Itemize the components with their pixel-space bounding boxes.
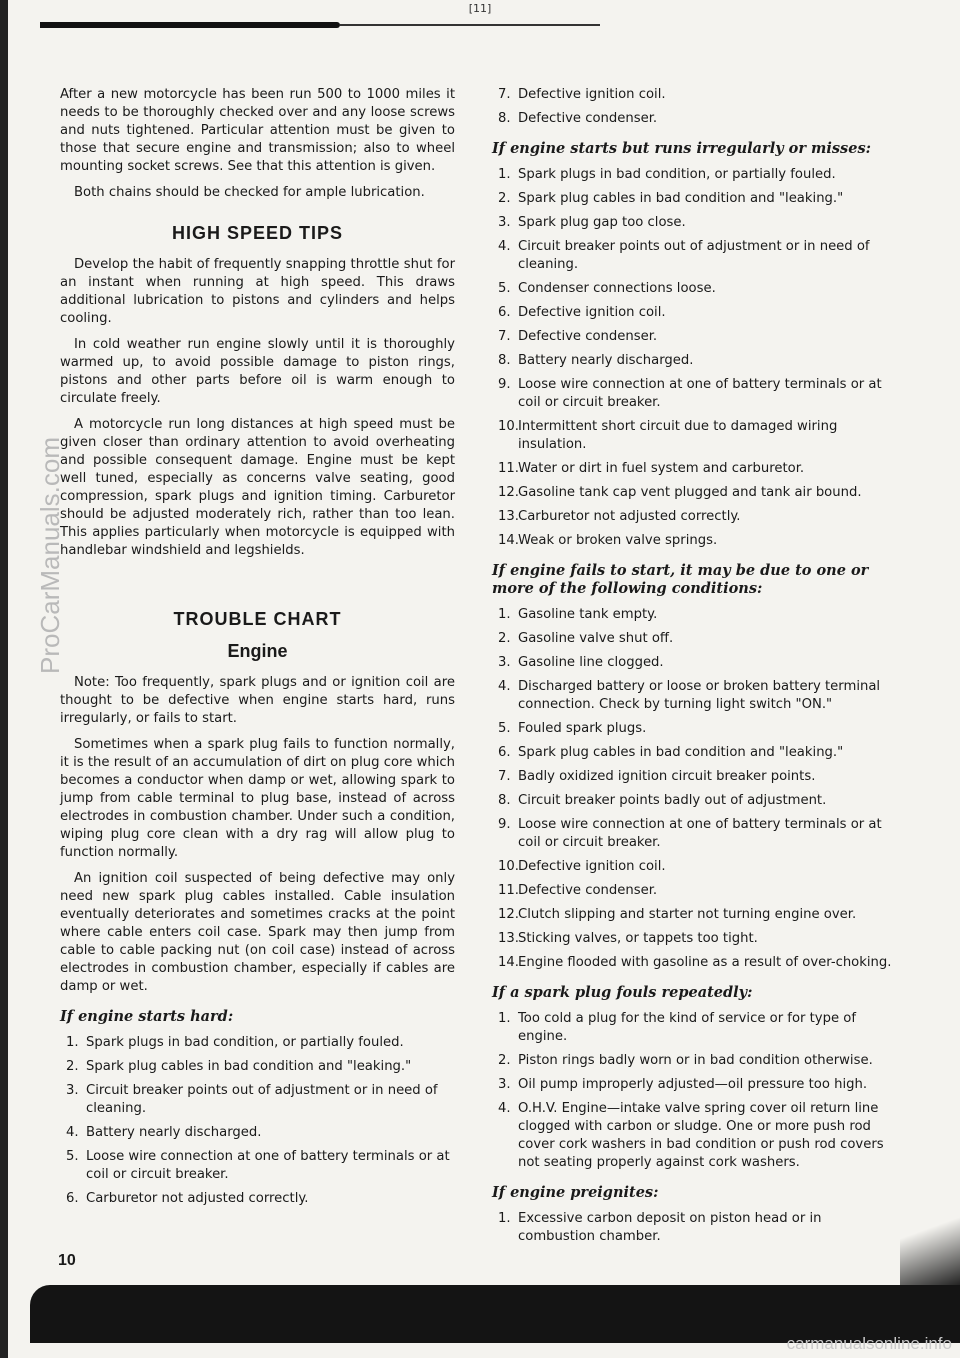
list-item (492, 654, 900, 672)
heading-runs-irregularly: If engine starts but runs irregularly or misses: (492, 140, 871, 157)
list-item-text: Too cold a plug for the kind of service or for type of engine. (518, 1011, 856, 1044)
right-column (492, 86, 900, 1252)
list-item-number: 2. (66, 1059, 79, 1074)
note-paragraph: Note: Too frequently, spark plugs and or ignition coil are thought to be defective when engine starts hard, runs irregularly, or fails to start. (60, 675, 455, 726)
list-item-number: 4. (498, 239, 511, 254)
page-number: 10 (58, 1252, 76, 1269)
list-item-text: Battery nearly discharged. (86, 1125, 262, 1140)
list-item-text: Excessive carbon deposit on piston head or in combustion chamber. (518, 1211, 822, 1244)
list-item (492, 630, 900, 648)
scan-left-edge (0, 0, 8, 1358)
list-item (492, 86, 900, 104)
list-starts-hard (60, 1034, 455, 1208)
list-item (492, 1076, 900, 1094)
list-item (492, 328, 900, 346)
high-speed-paragraph-2: In cold weather run engine slowly until it is thoroughly warmed up, to avoid possible damage to piston rings, pistons and other parts before oil is warm enough to circulate freely. (60, 337, 455, 406)
list-item-text: Carburetor not adjusted correctly. (518, 509, 741, 524)
list-item-number: 11. (498, 883, 519, 898)
list-item (492, 744, 900, 762)
list-item-text: Sticking valves, or tappets too tight. (518, 931, 758, 946)
list-item (492, 460, 900, 478)
list-item-text: Loose wire connection at one of battery terminals or at coil or circuit breaker. (518, 817, 882, 850)
list-item-text: Gasoline valve shut off. (518, 631, 674, 646)
list-item (492, 418, 900, 454)
list-item-number: 9. (498, 817, 511, 832)
list-item (492, 214, 900, 232)
list-item-number: 3. (498, 215, 511, 230)
list-item-text: Battery nearly discharged. (518, 353, 694, 368)
list-item (60, 1148, 455, 1184)
list-plug-fouls (492, 1010, 900, 1172)
list-item-text: Spark plugs in bad condition, or partially fouled. (86, 1035, 404, 1050)
list-item-text: Spark plug gap too close. (518, 215, 686, 230)
list-item-text: O.H.V. Engine—intake valve spring cover oil return line clogged with carbon or sludge. One or more push rod cover cork washers in bad condition or push rod covers not seating properly against cork washers. (518, 1101, 884, 1170)
list-item-text: Fouled spark plugs. (518, 721, 647, 736)
list-item-text: Defective ignition coil. (518, 305, 666, 320)
coil-paragraph: An ignition coil suspected of being defective may only need new spark plug cables installed. Cable insulation eventually deteriorates and sometimes cracks at the point where cable enters coil case. Spark may then jump from cable to cable packing nut (on coil case) instead of across electrodes in combustion chamber, especially if cables are damp or wet. (60, 871, 455, 994)
sometimes-paragraph: Sometimes when a spark plug fails to function normally, it is the result of an accumulation of dirt on plug core which becomes a conductor when damp or wet, allowing spark to jump from cable terminal to plug base, instead of across electrodes in combustion chamber. Under such a condition, wiping plug core clean with a dry rag will allow plug to function normally. (60, 737, 455, 860)
list-item-text: Intermittent short circuit due to damaged wiring insulation. (518, 419, 838, 452)
list-item (492, 190, 900, 208)
page-label: [11] (468, 2, 492, 15)
list-item (492, 678, 900, 714)
list-item-text: Spark plug cables in bad condition and "leaking." (518, 191, 844, 206)
list-item-number: 12. (498, 907, 519, 922)
list-item (492, 280, 900, 298)
high-speed-paragraph-1: Develop the habit of frequently snapping throttle shut for an instant when running at high speed. This draws additional lubrication to pistons and cylinders and helps cooling. (60, 257, 455, 326)
list-item (492, 1210, 900, 1246)
list-item (492, 768, 900, 786)
list-item (492, 1100, 900, 1172)
list-item (60, 1082, 455, 1118)
list-item-number: 2. (498, 191, 511, 206)
list-item-text: Defective ignition coil. (518, 87, 666, 102)
top-rule (40, 20, 600, 30)
list-item-number: 5. (498, 721, 511, 736)
list-item (492, 930, 900, 948)
list-item-number: 7. (498, 329, 511, 344)
list-item-text: Circuit breaker points out of adjustment or in need of cleaning. (86, 1083, 438, 1116)
list-item-text: Gasoline line clogged. (518, 655, 664, 670)
list-item-number: 8. (498, 353, 511, 368)
list-item (492, 792, 900, 810)
list-item-number: 4. (66, 1125, 79, 1140)
list-item-text: Oil pump improperly adjusted—oil pressure too high. (518, 1077, 868, 1092)
left-column (60, 86, 455, 1214)
list-item-number: 6. (498, 745, 511, 760)
list-item-text: Defective ignition coil. (518, 859, 666, 874)
list-item-text: Defective condenser. (518, 883, 658, 898)
list-item-number: 10. (498, 859, 519, 874)
list-item-text: Circuit breaker points badly out of adjustment. (518, 793, 827, 808)
heading-starts-hard: If engine starts hard: (60, 1008, 234, 1025)
list-item (492, 1052, 900, 1070)
list-item (60, 1190, 455, 1208)
heading-preignites: If engine preignites: (492, 1184, 659, 1201)
list-item-number: 3. (498, 1077, 511, 1092)
list-item-text: Condenser connections loose. (518, 281, 716, 296)
list-item-text: Gasoline tank empty. (518, 607, 658, 622)
heading-fails-to-start: If engine fails to start, it may be due to one or more of the following conditions: (492, 562, 869, 597)
list-fails-to-start (492, 606, 900, 972)
list-item (492, 484, 900, 502)
list-item-number: 5. (66, 1149, 79, 1164)
list-item-number: 8. (498, 111, 511, 126)
list-item-text: Spark plug cables in bad condition and "leaking." (518, 745, 844, 760)
list-item-number: 13. (498, 509, 519, 524)
heading-trouble-chart: TROUBLE CHART (173, 609, 342, 629)
footer-watermark: carmanualsonline.info (786, 1334, 952, 1353)
heading-engine: Engine (227, 641, 288, 661)
list-item-number: 8. (498, 793, 511, 808)
list-item-text: Weak or broken valve springs. (518, 533, 718, 548)
list-item-number: 11. (498, 461, 519, 476)
list-item (492, 906, 900, 924)
list-item-text: Engine flooded with gasoline as a result of over-choking. (518, 955, 892, 970)
list-item (492, 606, 900, 624)
list-item-number: 10. (498, 419, 519, 434)
list-starts-hard-continued (492, 86, 900, 128)
list-item-text: Loose wire connection at one of battery terminals or at coil or circuit breaker. (518, 377, 882, 410)
list-item-text: Piston rings badly worn or in bad condition otherwise. (518, 1053, 873, 1068)
list-item-text: Water or dirt in fuel system and carburetor. (518, 461, 805, 476)
list-item-number: 2. (498, 1053, 511, 1068)
list-item-text: Defective condenser. (518, 329, 658, 344)
list-item (492, 376, 900, 412)
list-item-text: Discharged battery or loose or broken battery terminal connection. Check by turning light switch "ON." (518, 679, 881, 712)
list-item (492, 508, 900, 526)
list-item-text: Defective condenser. (518, 111, 658, 126)
list-item-number: 3. (498, 655, 511, 670)
heading-high-speed-tips: HIGH SPEED TIPS (171, 223, 344, 243)
list-item-text: Badly oxidized ignition circuit breaker points. (518, 769, 816, 784)
list-item-number: 1. (498, 167, 511, 182)
list-item-number: 1. (498, 1011, 511, 1026)
intro-paragraph-1: After a new motorcycle has been run 500 to 1000 miles it needs to be thoroughly checked over and any loose screws and nuts tightened. Particular attention must be given to those that secure engine and transmission; also to wheel mounting socket screws. See that this attention is given. (60, 87, 455, 174)
list-item-number: 1. (498, 1211, 511, 1226)
list-item (492, 1010, 900, 1046)
list-item (60, 1034, 455, 1052)
heading-plug-fouls: If a spark plug fouls repeatedly: (492, 984, 753, 1001)
list-item (492, 304, 900, 322)
list-item (60, 1124, 455, 1142)
list-item-number: 6. (498, 305, 511, 320)
list-item-number: 1. (66, 1035, 79, 1050)
list-item (492, 352, 900, 370)
list-item-number: 2. (498, 631, 511, 646)
list-preignites (492, 1210, 900, 1246)
list-item-text: Spark plugs in bad condition, or partially fouled. (518, 167, 836, 182)
list-item-text: Spark plug cables in bad condition and "leaking." (86, 1059, 412, 1074)
list-item-text: Clutch slipping and starter not turning engine over. (518, 907, 857, 922)
list-item-number: 3. (66, 1083, 79, 1098)
list-item-number: 5. (498, 281, 511, 296)
intro-paragraph-2: Both chains should be checked for ample lubrication. (74, 185, 425, 200)
list-item-number: 14. (498, 533, 519, 548)
high-speed-paragraph-3: A motorcycle run long distances at high speed must be given closer than ordinary attention to avoid overheating and possible consequent damage. Engine must be kept well tuned, especially as concerns valve seating, good compression, spark plugs and ignition timing. Carburetor should be adjusted moderately rich, rather than too lean. This applies particularly when motorcycle is equipped with handlebar windshield and legshields. (60, 417, 455, 558)
list-item (60, 1058, 455, 1076)
list-runs-irregularly (492, 166, 900, 550)
list-item (492, 816, 900, 852)
list-item (492, 882, 900, 900)
list-item (492, 858, 900, 876)
watermark-text: ProCarManuals.com (34, 437, 65, 674)
list-item (492, 954, 900, 972)
list-item-number: 7. (498, 769, 511, 784)
list-item-number: 12. (498, 485, 519, 500)
list-item (492, 532, 900, 550)
list-item-number: 6. (66, 1191, 79, 1206)
list-item-number: 9. (498, 377, 511, 392)
list-item-number: 7. (498, 87, 511, 102)
list-item-text: Gasoline tank cap vent plugged and tank air bound. (518, 485, 862, 500)
list-item-number: 4. (498, 679, 511, 694)
list-item (492, 238, 900, 274)
list-item (492, 110, 900, 128)
list-item-number: 14. (498, 955, 519, 970)
list-item (492, 166, 900, 184)
list-item (492, 720, 900, 738)
list-item-text: Carburetor not adjusted correctly. (86, 1191, 309, 1206)
list-item-number: 1. (498, 607, 511, 622)
scan-shadow (900, 1190, 960, 1290)
list-item-text: Circuit breaker points out of adjustment or in need of cleaning. (518, 239, 870, 272)
list-item-number: 4. (498, 1101, 511, 1116)
list-item-text: Loose wire connection at one of battery terminals or at coil or circuit breaker. (86, 1149, 450, 1182)
list-item-number: 13. (498, 931, 519, 946)
